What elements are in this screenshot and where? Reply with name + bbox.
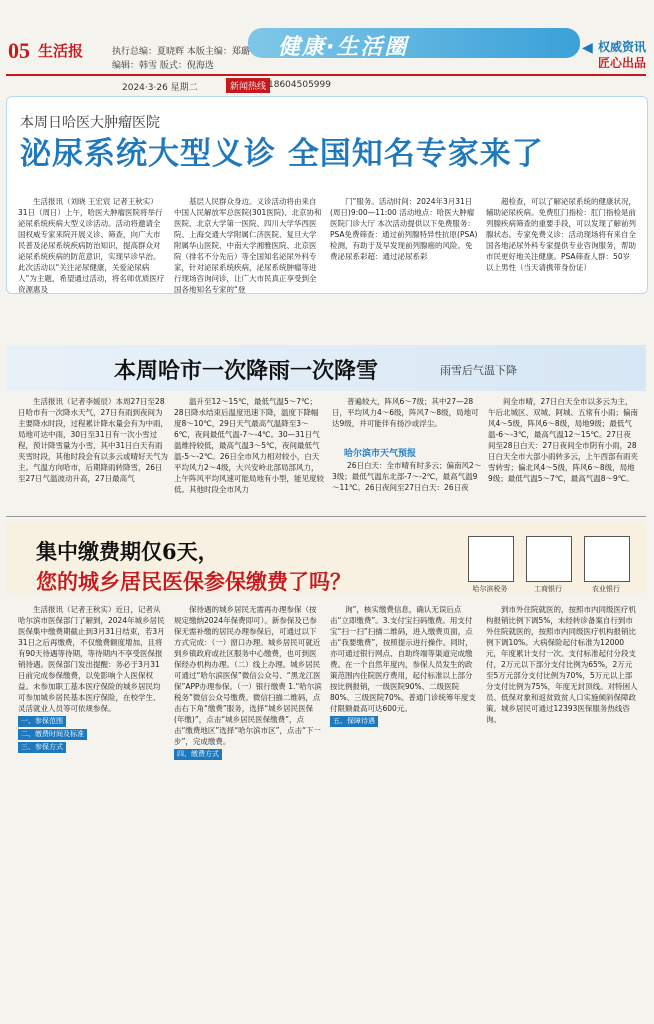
qr-label: 农业银行	[592, 585, 620, 593]
article2-column-3: 普遍较大，阵风6～7级；其中27—28日，平均风力4～6级，阵风7～8级，局地可达9级，并可能伴有扬沙或浮尘。	[332, 397, 479, 428]
qr-code-icon	[584, 536, 630, 582]
section-title: 健康·生活圈	[278, 35, 409, 60]
qr-code-icon	[526, 536, 572, 582]
qr-code-icon	[468, 536, 514, 582]
section-heading: 二、缴费时间及标准	[18, 729, 87, 740]
article1-column-4: 超检查，可以了解泌尿系统的健康状况，辅助泌尿疾病。免费肛门指检：肛门指检是前列腺疾病筛查的重要手段，可以发现了解前列腺状态。专家免费义诊：活动现场将有来自全国各地泌尿外科专家提供专业咨询服务，帮助市民更好地关注健康。PSA筛查人群：50岁以上男性（当天请携带身份证）	[486, 197, 636, 272]
article3-column-4: 到市外住院就医的，按照市内同级医疗机构报销比例下调5%，未经转诊备案自行到市外住院就医的，按照市内同级医疗机构报销比例下调10%。大病保险起付标准为12000元，年度累计支付一次。支付标准起付分段支付，2万元以下部分支付比例为65%，2万元至5万元部分支付比例为70%，5万元以上部分支付比例为75%，年度无封顶线。对特困人员、低保对象和返贫致贫人口实施倾斜保障政策。城乡居民可通过12393医保服务热线咨询。	[486, 605, 638, 724]
qr-label: 哈尔滨税务	[472, 585, 508, 593]
article1-column-3: 门”服务。活动时间：2024年3月31日(周日)9:00—11:00 活动地点：哈医大肿瘤医院门诊大厅 本次活动提供以下免费服务：PSA免费筛查：通过前列腺特异性抗原(PSA)检测，有助于及早发现前列腺癌的风险。免费泌尿系彩超：通过泌尿系彩	[330, 197, 478, 261]
article2-subtitle: 雨雪后气温下降	[440, 364, 517, 377]
article2-column-1: 生活报讯（记者李媛辰）本周27日至28日哈市有一次降水天气，27日有雨到夜间为主要降水时段，过程累计降水量会有为中雨，局地可达中雨，30日至31日有一次小雪过程，预计降雪量为小雪，其中31日白天有雨夹雪时段，其他时段会有以多云或晴好天气为主。气温方向哈市，后期降雨转降雪，26日至27日气温波动升高，27日最高气	[18, 397, 168, 483]
article1-column-2: 基层人民群众身边。义诊活动将由来自中国人民解放军总医院(301医院)、北京协和医院、北京大学第一医院、四川大学华西医院、上海交通大学附属仁济医院、复旦大学附属华山医院、中南大学湘雅医院、北京医院（排名不分先后）等全国知名泌尿外科专家，针对泌尿系统疾病，泌尿系统肿瘤等进行现场咨询问诊，让广大市民真正享受到全国各地知名专家的“登	[174, 197, 322, 294]
slogan-line-1: 权威资讯	[598, 40, 647, 54]
header-rule	[6, 74, 646, 76]
article2-title: 本周哈市一次降雨一次降雪	[114, 358, 379, 384]
article1-column-1: 生活报讯（刘晓 王宏宸 记者王秋实）31日（周日）上午，哈医大肿瘤医院将举行泌尿系统疾病大型义诊活动。活动将邀请全国权威专家来院开展义诊、筛查，向广大市民普及泌尿系统疾病防治知识，提高群众对泌尿系统疾病的防范意识，实现早诊早治。此次活动以“关注泌尿健康，关爱泌尿病人”为主题，希望通过活动，将名师优质医疗资源惠及	[18, 197, 165, 294]
hotline-number: 18604505999	[268, 80, 331, 90]
article3-column-2: 保待遇的城乡居民无需再办理参保（按规定缴纳2024年保费即可）。新参保及已参保无需补缴的居民办理参保后，可通过以下方式完成：（一）窗口办理。城乡居民可就近到乡镇政府或社区服务中心缴费，也可到医保经办机构办理。（二）线上办理。城乡居民可通过“哈尔滨医保”微信公众号、“黑龙江医保”APP办理参保。（一）银行缴费 1.“哈尔滨税务”微信公众号缴费。微信扫描二维码，点击右下角“缴费”服务，选择“城乡居民医保(年缴)”，点击“城乡居民医保缴费”，点击“缴费地区”选择“哈尔滨市区”，点击“下一步”，完成缴费。 四、缴费方式	[174, 605, 322, 758]
section-heading: 四、缴费方式	[174, 749, 222, 760]
article3-column-3: 询”，核实缴费信息，确认无误后点击“立即缴费”。3.支付宝扫码缴费。用支付宝“扫一扫”扫描二维码，进入缴费页面，点击“我要缴费”，按照提示进行操作。同时，亦可通过银行网点、自助终端等渠道完成缴费。在一个自然年度内，参保人员发生的政策范围内住院医疗费用，起付标准以上部分按比例报销，一级医院90%、二级医院80%、三级医院70%。普通门诊统筹年度支付限额最高可达600元。 五、保障待遇	[330, 605, 476, 725]
slogan-line-2: 匠心出品	[598, 56, 647, 70]
article2-column-3b: 26日白天：全市晴有时多云；偏南风2～3级；最低气温东北部-7～-2℃，最高气温9～11℃。26日夜间至27日白天：26日夜	[332, 461, 482, 492]
issue-date: 2024·3·26 星期二	[122, 83, 198, 93]
article3-title-line2: 您的城乡居民医保参保缴费了吗？	[36, 569, 351, 594]
article3-column-1: 生活报讯（记者王秋实）近日，记者从哈尔滨市医保部门了解到，2024年城乡居民医保集中缴费期截止到3月31日结束，若3月31日之后再缴费，不仅缴费额度增加，且将有90天待遇等待期，等待期内不享受医保报销待遇。医保部门发出提醒：务必于3月31日前完成参保缴费，以免影响个人医保权益。未参加职工基本医疗保险的城乡居民均可参加城乡居民基本医疗保险，在校学生、灵活就业人员等可依规参保。 一、参保范围 二、缴费时间及标准 三、参保方式	[18, 605, 165, 751]
article1-subtitle: 本周日哈医大肿瘤医院	[20, 115, 160, 131]
section-heading: 一、参保范围	[18, 716, 66, 727]
hotline-label: 新闻热线	[226, 78, 270, 93]
section-heading: 三、参保方式	[18, 742, 66, 753]
arrow-left-icon: ◀	[582, 40, 593, 56]
divider	[6, 516, 646, 517]
article2-column-2: 温升至12～15℃，最低气温5～7℃；28日降水结束后温度迅速下降，温度下降幅度8～10℃，29日天气最高气温降至3～6℃，夜间最低气温-7～-4℃。30—31日气温维持较低，最高气温3～5℃，夜间最低气温-5～-2℃。26日全市风力相对较小，白天平均风力2～4级，大兴安岭北部局部风力，上午阵风平均风速可能局地有小型，能见度较低。其他时段全市风力	[174, 397, 324, 494]
executive-editor: 执行总编：夏晓辉 本版主编：郑璐	[112, 47, 250, 57]
article1-title: 泌尿系统大型义诊 全国知名专家来了	[20, 136, 544, 172]
editors: 编辑：韩雪 版式：倪海选	[112, 61, 214, 71]
page-number: 05	[8, 38, 30, 63]
paper-name: 生活报	[38, 42, 84, 60]
section-heading: 五、保障待遇	[330, 716, 378, 727]
article2-column-4: 间全市晴，27日白天全市以多云为主，午后北城区、双城、阿城、五常有小雨；偏南风4～5级，阵风6～8级，局地9级；最低气温-6～-3℃，最高气温12～15℃。27日夜间至28日白天：27日夜间全市阴有小雨，28日白天全市大部小雨转多云，上午西部有雨夹雪转雪；偏北风4～5级，阵风6～8级，局地9级；最低气温5～7℃，最高气温8～9℃。	[488, 397, 638, 483]
qr-label: 工商银行	[534, 585, 562, 593]
article3-title-line1: 集中缴费期仅6天，	[36, 539, 219, 564]
weather-forecast-title: 哈尔滨市天气预报	[344, 449, 417, 459]
